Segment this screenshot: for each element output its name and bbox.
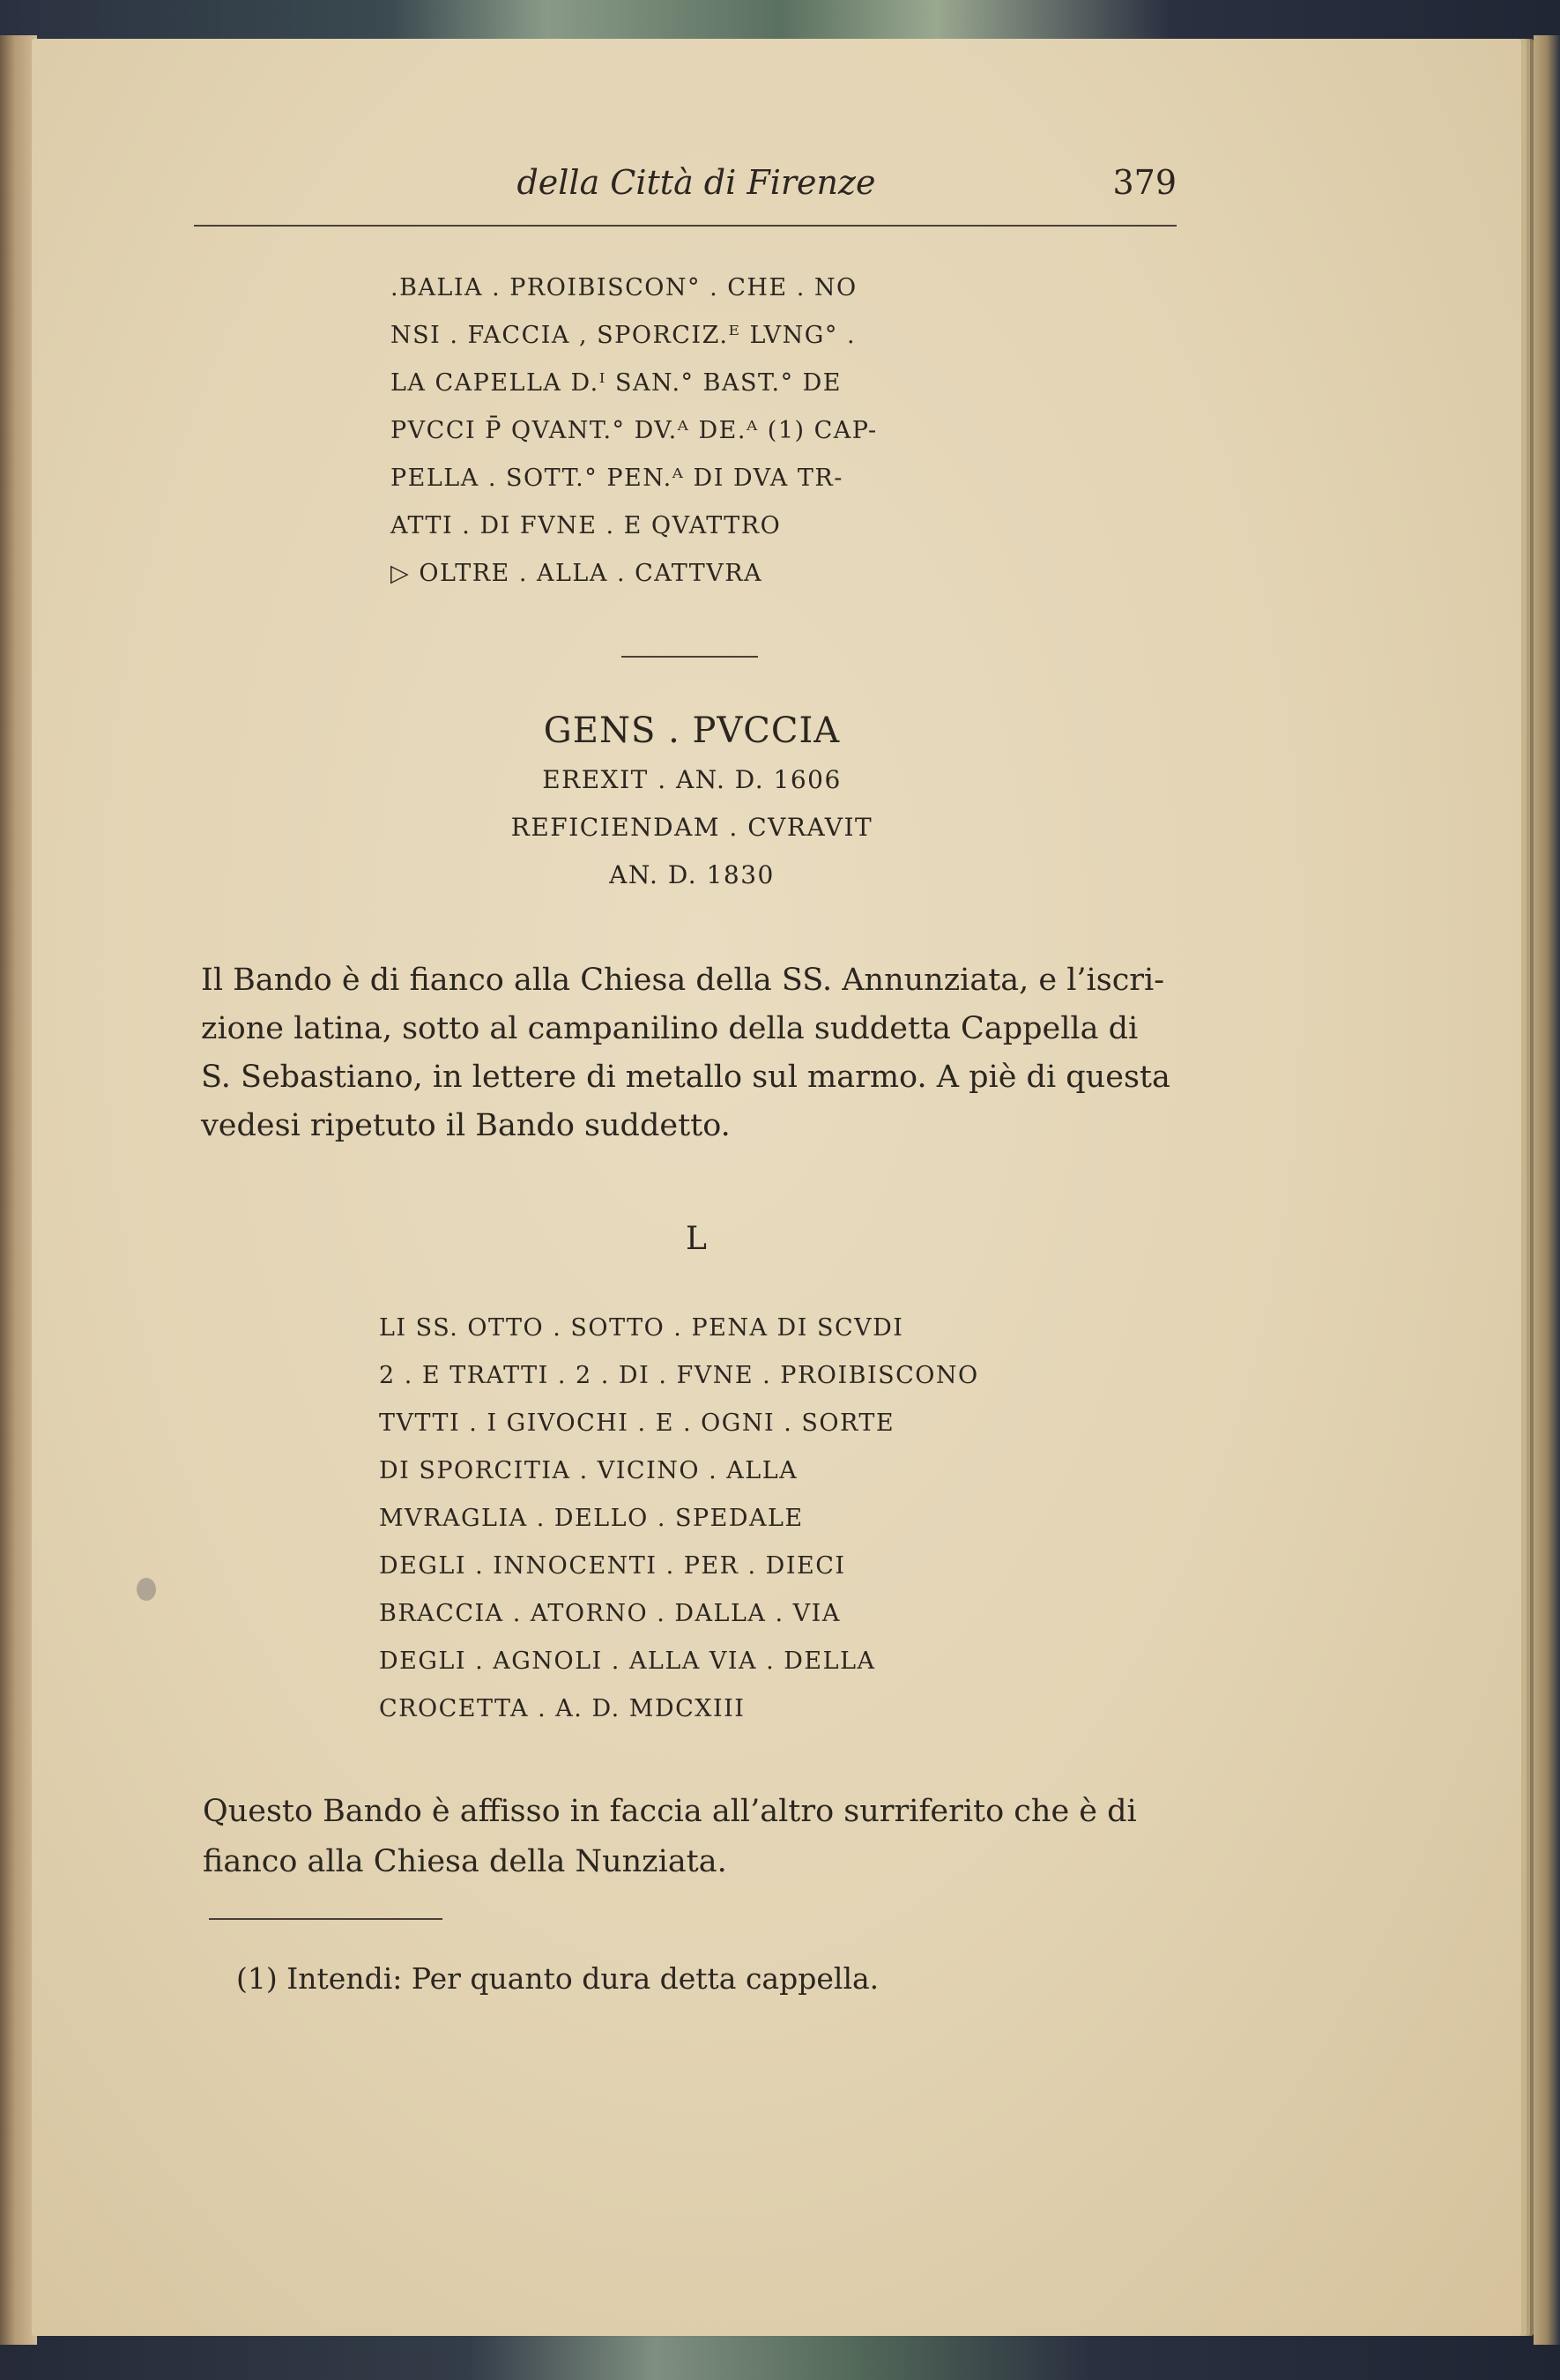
header-rule [194, 225, 1177, 227]
inscription-line: MVRAGLIA . DELLO . SPEDALE [379, 1505, 804, 1532]
inscription-line: DEGLI . AGNOLI . ALLA VIA . DELLA [379, 1647, 876, 1675]
inscription-line: BRACCIA . ATORNO . DALLA . VIA [379, 1600, 841, 1627]
gens-line: REFICIENDAM . CVRAVIT [510, 813, 873, 842]
inscription-line: DI SPORCITIA . VICINO . ALLA [379, 1457, 799, 1484]
inscription-line: CROCETTA . A. D. MDCXIII [379, 1695, 746, 1722]
section-divider [621, 656, 758, 658]
footnote-rule [209, 1918, 442, 1920]
ink-smudge [137, 1578, 156, 1601]
running-title: della Città di Firenze [516, 163, 876, 202]
inscription-line: 2 . E TRATTI . 2 . DI . FVNE . PROIBISCONO [379, 1362, 979, 1389]
inscription-line: LI SS. OTTO . SOTTO . PENA DI SCVDI [379, 1314, 904, 1342]
gens-line: AN. D. 1830 [609, 860, 775, 889]
inscription-line: NSI . FACCIA , SPORCIZ.ᴱ LVNG° . [390, 322, 857, 349]
inscription-line: LA CAPELLA D.ᴵ SAN.° BAST.° DE [390, 369, 843, 397]
inscription-bando-1 [390, 264, 1007, 598]
paragraph-line: S. Sebastiano, in lettere di metallo sul marmo. A piè di questa [201, 1060, 1170, 1095]
inscription-line: PVCCI P̄ QVANT.° DV.ᴬ DE.ᴬ (1) CAP- [390, 417, 878, 444]
page-number: 379 [1112, 163, 1177, 202]
inscription-line: DEGLI . INNOCENTI . PER . DIECI [379, 1552, 846, 1580]
gens-line: EREXIT . AN. D. 1606 [542, 765, 842, 794]
paragraph-line: zione latina, sotto al campanilino della suddetta Cappella di [201, 1011, 1139, 1046]
page-edges [1534, 35, 1560, 2345]
inscription-bando-2 [379, 1305, 1084, 1733]
paragraph-line: fianco alla Chiesa della Nunziata. [203, 1844, 727, 1879]
footnote: (1) Intendi: Per quanto dura detta cappella. [236, 1961, 880, 1996]
page-header [194, 163, 1177, 225]
paragraph-line: Questo Bando è affisso in faccia all’altro surriferito che è di [203, 1794, 1137, 1829]
paragraph-bando-description [201, 956, 1184, 1150]
inscription-line: TVTTI . I GIVOCHI . E . OGNI . SORTE [379, 1409, 895, 1437]
inscription-line: ATTI . DI FVNE . E QVATTRO [390, 512, 782, 539]
gens-puccia-inscription [353, 705, 1031, 899]
gens-title: GENS . PVCCIA [543, 710, 841, 751]
paragraph-line: Il Bando è di fianco alla Chiesa della SS. Annunziata, e l’iscri- [201, 963, 1165, 998]
inscription-line: ▷ OLTRE . ALLA . CATTVRA [390, 560, 763, 587]
paragraph-bando-location [203, 1788, 1194, 1888]
inscription-line: .BALIA . PROIBISCON° . CHE . NO [390, 274, 858, 301]
paragraph-line: vedesi ripetuto il Bando suddetto. [201, 1108, 731, 1143]
section-letter: L [686, 1221, 707, 1257]
inscription-line: PELLA . SOTT.° PEN.ᴬ DI DVA TR- [390, 465, 843, 492]
